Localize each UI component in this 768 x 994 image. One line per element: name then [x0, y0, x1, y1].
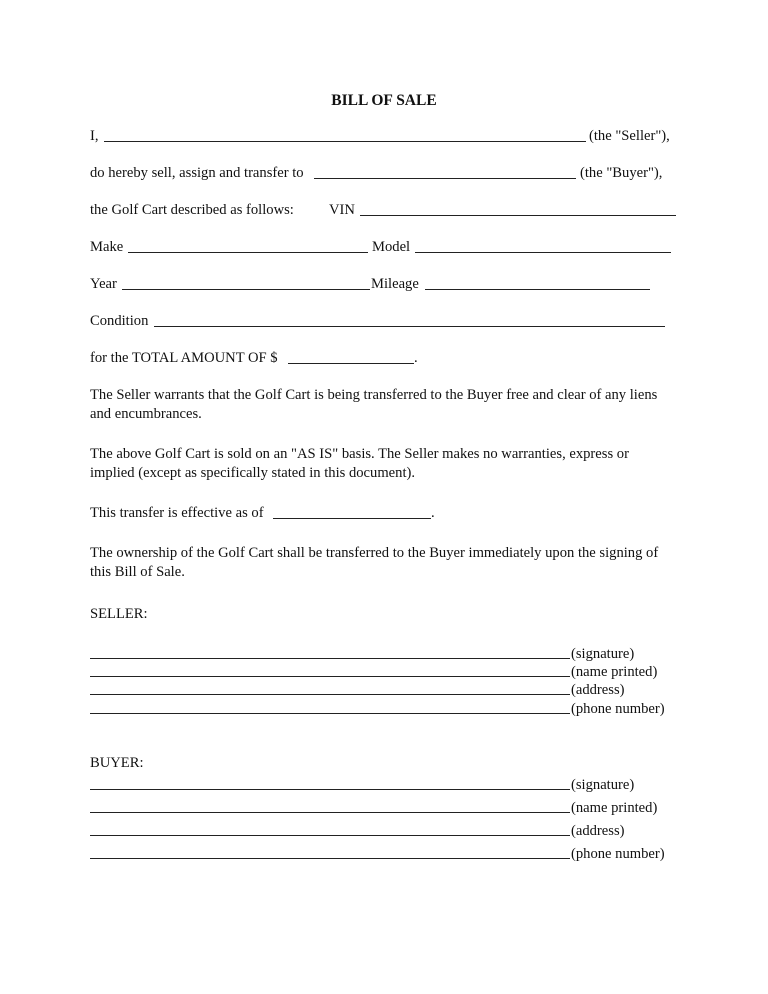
vin-field[interactable] [360, 215, 676, 216]
seller-name-printed-field[interactable] [90, 676, 570, 677]
seller-name-field[interactable] [104, 141, 586, 142]
seller-prefix: I, [90, 128, 99, 144]
seller-address-label: (address) [571, 682, 625, 698]
mileage-label: Mileage [371, 276, 419, 292]
model-label: Model [372, 239, 411, 255]
document-title: BILL OF SALE [331, 92, 437, 109]
vin-prefix: the Golf Cart described as follows: [90, 202, 294, 218]
buyer-signature-label: (signature) [571, 777, 635, 793]
buyer-address-field[interactable] [90, 835, 570, 836]
buyer-signature-row [90, 776, 680, 794]
year-label: Year [90, 276, 117, 292]
buyer-line [90, 163, 670, 183]
buyer-name-printed-field[interactable] [90, 812, 570, 813]
as-is-paragraph: The above Golf Cart is sold on an "AS IS" basis. The Seller makes no warranties, express or implied (except as specifically stated in this document). [90, 446, 629, 481]
vin-line [90, 200, 680, 220]
seller-address-field[interactable] [90, 694, 570, 695]
effective-date-field[interactable] [273, 518, 431, 519]
buyer-signature-field[interactable] [90, 789, 570, 790]
buyer-address-row [90, 822, 680, 840]
seller-line [90, 126, 670, 146]
amount-field[interactable] [288, 363, 414, 364]
seller-heading: SELLER: [90, 606, 148, 622]
amount-prefix: for the TOTAL AMOUNT OF $ [90, 350, 278, 366]
buyer-phone-row [90, 845, 680, 863]
buyer-address-label: (address) [571, 823, 625, 839]
seller-phone-label: (phone number) [571, 701, 665, 717]
seller-signature-row [90, 645, 680, 663]
amount-line [90, 348, 490, 368]
model-field[interactable] [415, 252, 671, 253]
effective-prefix: This transfer is effective as of [90, 505, 264, 521]
buyer-heading: BUYER: [90, 755, 144, 771]
mileage-field[interactable] [425, 289, 650, 290]
warranty-paragraph: The Seller warrants that the Golf Cart is being transferred to the Buyer free and clear of any liens and encumbrances. [90, 387, 658, 422]
buyer-prefix: do hereby sell, assign and transfer to [90, 165, 304, 181]
year-field[interactable] [122, 289, 370, 290]
amount-suffix: . [414, 350, 418, 366]
buyer-name-printed-label: (name printed) [571, 800, 658, 816]
seller-name-printed-label: (name printed) [571, 664, 658, 680]
buyer-phone-label: (phone number) [571, 846, 665, 862]
seller-address-row [90, 681, 680, 699]
make-model-line [90, 237, 680, 257]
condition-field[interactable] [154, 326, 665, 327]
buyer-phone-field[interactable] [90, 858, 570, 859]
effective-date-line [90, 503, 490, 523]
make-label: Make [90, 239, 124, 255]
vin-label: VIN [329, 202, 355, 218]
seller-phone-field[interactable] [90, 713, 570, 714]
condition-label: Condition [90, 313, 149, 329]
buyer-name-field[interactable] [314, 178, 576, 179]
year-mileage-line [90, 274, 680, 294]
seller-signature-field[interactable] [90, 658, 570, 659]
ownership-paragraph: The ownership of the Golf Cart shall be transferred to the Buyer immediately upon the signing of this Bill of Sale. [90, 545, 659, 580]
make-field[interactable] [128, 252, 368, 253]
effective-suffix: . [431, 505, 435, 521]
seller-phone-row [90, 700, 680, 718]
seller-name-printed-row [90, 663, 680, 681]
condition-line [90, 311, 680, 331]
seller-signature-label: (signature) [571, 646, 635, 662]
buyer-name-printed-row [90, 799, 680, 817]
seller-suffix: (the "Seller"), [589, 128, 670, 144]
buyer-suffix: (the "Buyer"), [580, 165, 663, 181]
